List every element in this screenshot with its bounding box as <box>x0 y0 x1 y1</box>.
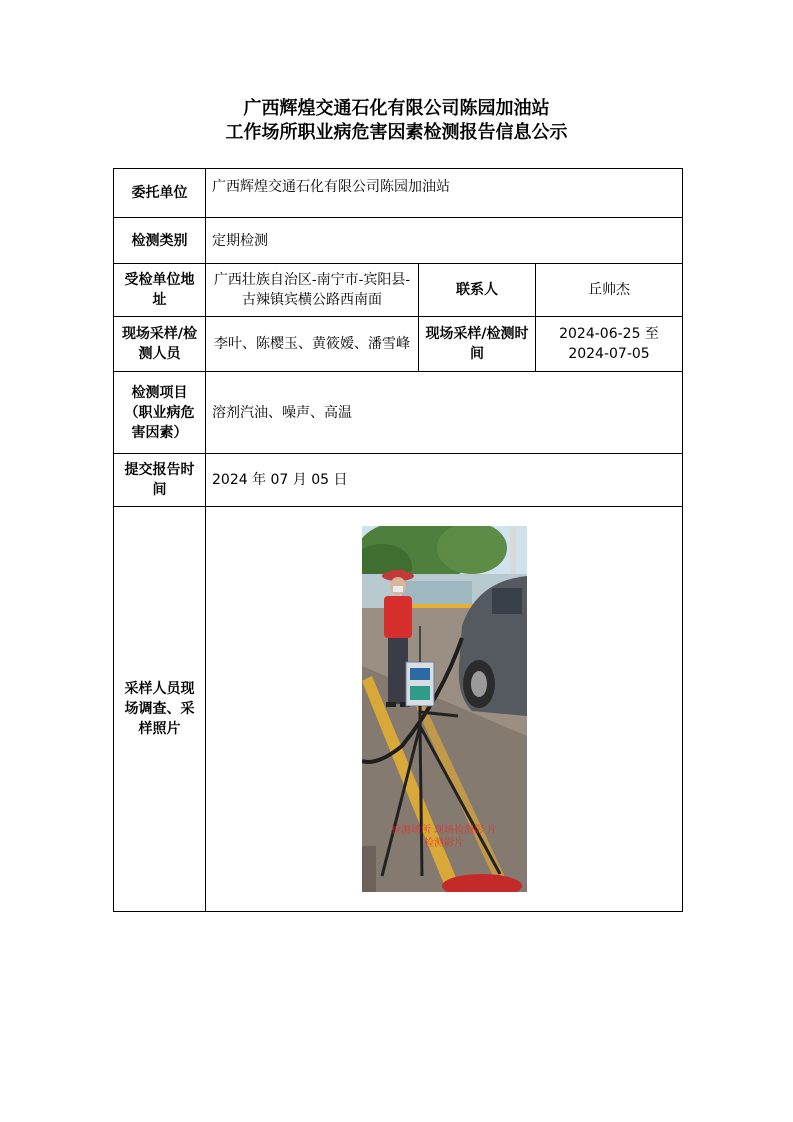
time-value-start: 2024-06-25 至 <box>559 326 659 342</box>
photo-watermark <box>362 824 527 850</box>
items-value: 溶剂汽油、噪声、高温 <box>206 372 683 454</box>
contact-label: 联系人 <box>419 264 536 317</box>
time-value-end: 2024-07-05 <box>568 346 650 362</box>
staff-value: 李叶、陈樱玉、黄筱嫒、潘雪峰 <box>206 317 419 372</box>
report-title-line1: 广西辉煌交通石化有限公司陈园加油站 <box>243 98 550 119</box>
time-value <box>536 317 683 372</box>
address-label: 受检单位地址 <box>114 264 206 317</box>
items-label: 检测项目（职业病危害因素） <box>114 372 206 454</box>
row-items <box>114 372 683 454</box>
row-photo <box>114 507 683 912</box>
photo-watermark-line1: 检测场所 现场检测影 片 <box>390 825 498 836</box>
row-client <box>114 169 683 218</box>
row-report-time <box>114 454 683 507</box>
row-address <box>114 264 683 317</box>
row-category <box>114 218 683 264</box>
category-value: 定期检测 <box>206 218 683 264</box>
category-label: 检测类别 <box>114 218 206 264</box>
photo-label: 采样人员现场调查、采样照片 <box>114 507 206 912</box>
row-staff <box>114 317 683 372</box>
photo-cell <box>206 507 683 912</box>
staff-label: 现场采样/检测人员 <box>114 317 206 372</box>
client-value: 广西辉煌交通石化有限公司陈园加油站 <box>206 169 683 218</box>
client-label: 委托单位 <box>114 169 206 218</box>
report-time-label: 提交报告时间 <box>114 454 206 507</box>
report-title-line2: 工作场所职业病危害因素检测报告信息公示 <box>225 122 568 143</box>
sampling-photo <box>362 526 527 892</box>
report-table <box>113 168 683 912</box>
time-label: 现场采样/检测时间 <box>419 317 536 372</box>
photo-watermark-line2: 检测影片 <box>424 838 465 849</box>
address-value: 广西壮族自治区-南宁市-宾阳县-古辣镇宾横公路西南面 <box>206 264 419 317</box>
contact-value: 丘帅杰 <box>536 264 683 317</box>
report-time-value: 2024 年 07 月 05 日 <box>206 454 683 507</box>
